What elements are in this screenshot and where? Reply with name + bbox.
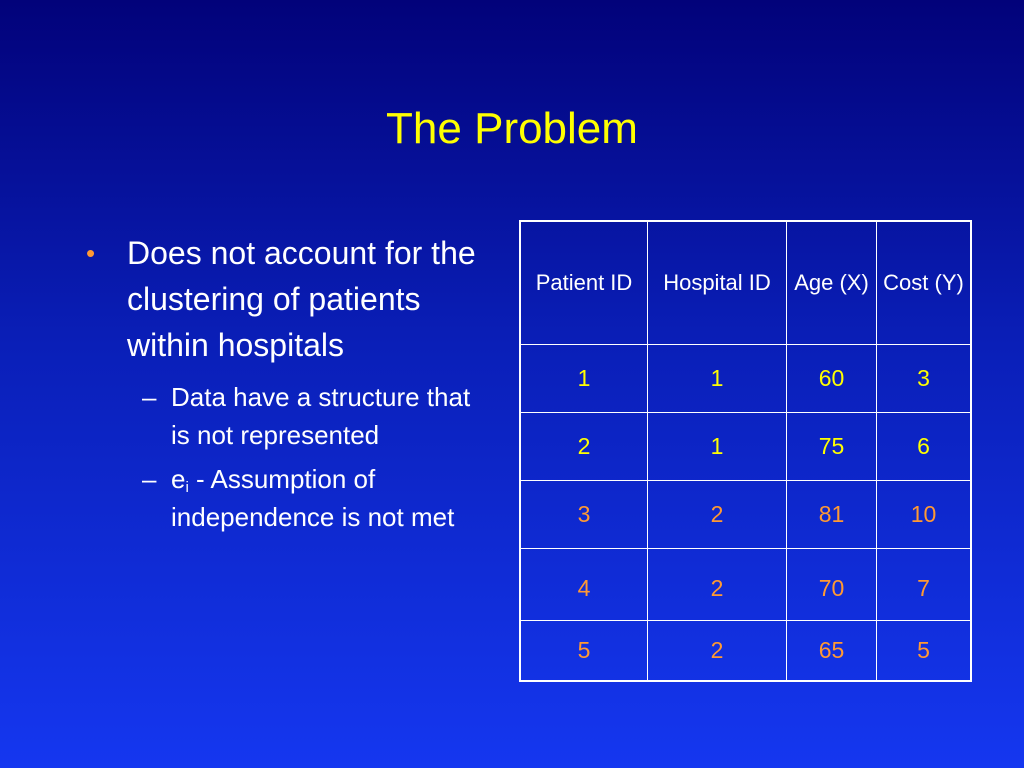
table-row [520,345,971,413]
error-term-subscript: i [185,479,189,496]
table-cell: 81 [787,481,877,549]
table-cell: 3 [520,481,648,549]
table-cell: 4 [520,549,648,621]
sub-bullet-item [86,378,496,454]
table-row [520,549,971,621]
header-age: Age (X) [787,221,877,345]
table-cell: 10 [877,481,972,549]
table-cell: 65 [787,621,877,681]
table-cell: 70 [787,549,877,621]
table-header-row [520,221,971,345]
bullet-dot-icon: • [86,238,96,268]
slide-title: The Problem [386,104,638,153]
table-cell: 2 [648,481,787,549]
table-cell: 2 [648,549,787,621]
sub-bullet-text: Data have a structure that is not represented [171,382,471,450]
table-cell: 7 [877,549,972,621]
table-row [520,413,971,481]
table-cell: 2 [648,621,787,681]
error-term-symbol: e [171,464,186,494]
data-table [519,220,972,682]
table-cell: 5 [877,621,972,681]
bullet-list [86,230,496,542]
table-row [520,621,971,681]
table-row [520,481,971,549]
header-patient-id: Patient ID [520,221,648,345]
table-cell: 60 [787,345,877,413]
header-cost: Cost (Y) [877,221,972,345]
table-cell: 1 [648,413,787,481]
sub-bullet-text: - Assumption of independence is not met [171,464,455,532]
table-cell: 5 [520,621,648,681]
table-cell: 1 [520,345,648,413]
dash-icon: – [142,382,157,412]
sub-bullet-item [86,460,496,536]
bullet-text: Does not account for the clustering of patients within hospitals [127,235,476,363]
table-cell: 75 [787,413,877,481]
table-cell: 3 [877,345,972,413]
table-cell: 6 [877,413,972,481]
table-cell: 1 [648,345,787,413]
sub-bullet-list [86,378,496,536]
bullet-item [86,230,496,368]
dash-icon: – [142,464,157,494]
header-hospital-id: Hospital ID [648,221,787,345]
table-cell: 2 [520,413,648,481]
